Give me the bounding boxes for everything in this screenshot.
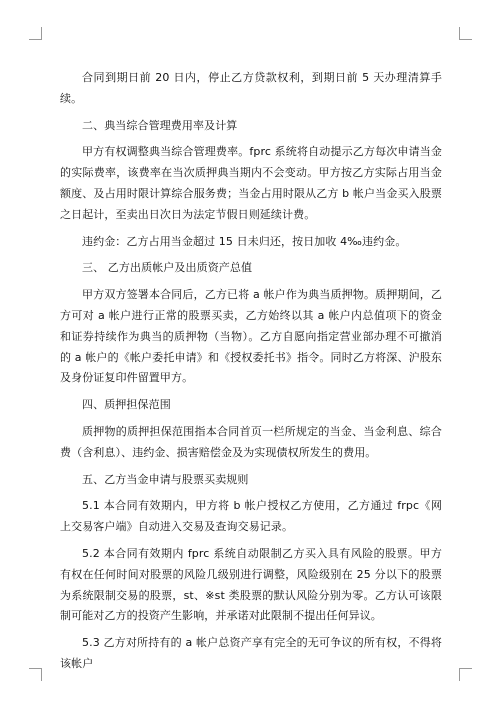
- paragraph-5-2: 5.2 本合同有效期内 fprc 系统自动限制乙方买入具有风险的股票。甲方有权在任何时间对股票的风险几级别进行调整，风险级别在 25 分以下的股票为系统限制交易的股票，st、※st 类股票的默认风险分别为零。乙方认可该限制可能对乙方的投资产生影响，并承诺对此限制不提出任何异议。: [60, 546, 442, 623]
- heading-section-4: 四、质押担保范围: [82, 398, 171, 412]
- heading-section-5: 五、乙方当金申请与股票买卖规则: [82, 472, 249, 486]
- heading-section-3: 三、 乙方出质帐户及出质资产总值: [82, 261, 253, 275]
- paragraph-settlement: 合同到期日前 20 日内，停止乙方贷款权利，到期日前 5 天办理清算手续。: [60, 71, 442, 105]
- paragraph-penalty: 违约金：乙方占用当金超过 15 日未归还，按日加收 4‰违约金。: [82, 234, 407, 248]
- crop-mark-top-left: [29, 27, 42, 40]
- paragraph-pledge-account: 甲方双方签署本合同后，乙方已将 a 帐户作为典当质押物。质押期间，乙方可对 a 帐户进行正常的股票买卖，乙方始终以其 a 帐户内总值项下的资金和证券持续作为典当的质押物（当物）。乙方自愿向指定营业部办理不可撤消的 a 帐户的《帐户委托申请》和《授权委托书》指令。同时乙方将深、沪股东及身份证复印件留置甲方。: [60, 288, 442, 385]
- crop-mark-bottom-left: [29, 668, 42, 681]
- paragraph-guarantee-scope: 质押物的质押担保范围指本合同首页一栏所规定的当金、当金利息、综合费（含利息）、违约金、损害赔偿金及为实现债权所发生的费用。: [60, 424, 442, 459]
- paragraph-5-1: 5.1 本合同有效期内，甲方将 b 帐户授权乙方使用，乙方通过 frpc《网上交易客户端》自动进入交易及查询交易记录。: [60, 499, 442, 534]
- paragraph-5-3: 5.3 乙方对所持有的 a 帐户总资产享有完全的无可争议的所有权，不得将该帐户: [60, 636, 442, 670]
- crop-mark-bottom-right: [459, 668, 472, 681]
- crop-mark-top-right: [459, 27, 472, 40]
- heading-section-2: 二、典当综合管理费用率及计算: [82, 118, 238, 132]
- paragraph-fee-rate: 甲方有权调整典当综合管理费率。fprc 系统将自动提示乙方每次申请当金的实际费率，该费率在当次质押典当期内不会变动。甲方按乙方实际占用当金额度、及占用时限计算综合服务费；当金占用时限从乙方 b 帐户当金买入股票之日起计，至卖出日次日为法定节假日则延续计费。: [60, 145, 442, 221]
- document-body: [60, 68, 442, 681]
